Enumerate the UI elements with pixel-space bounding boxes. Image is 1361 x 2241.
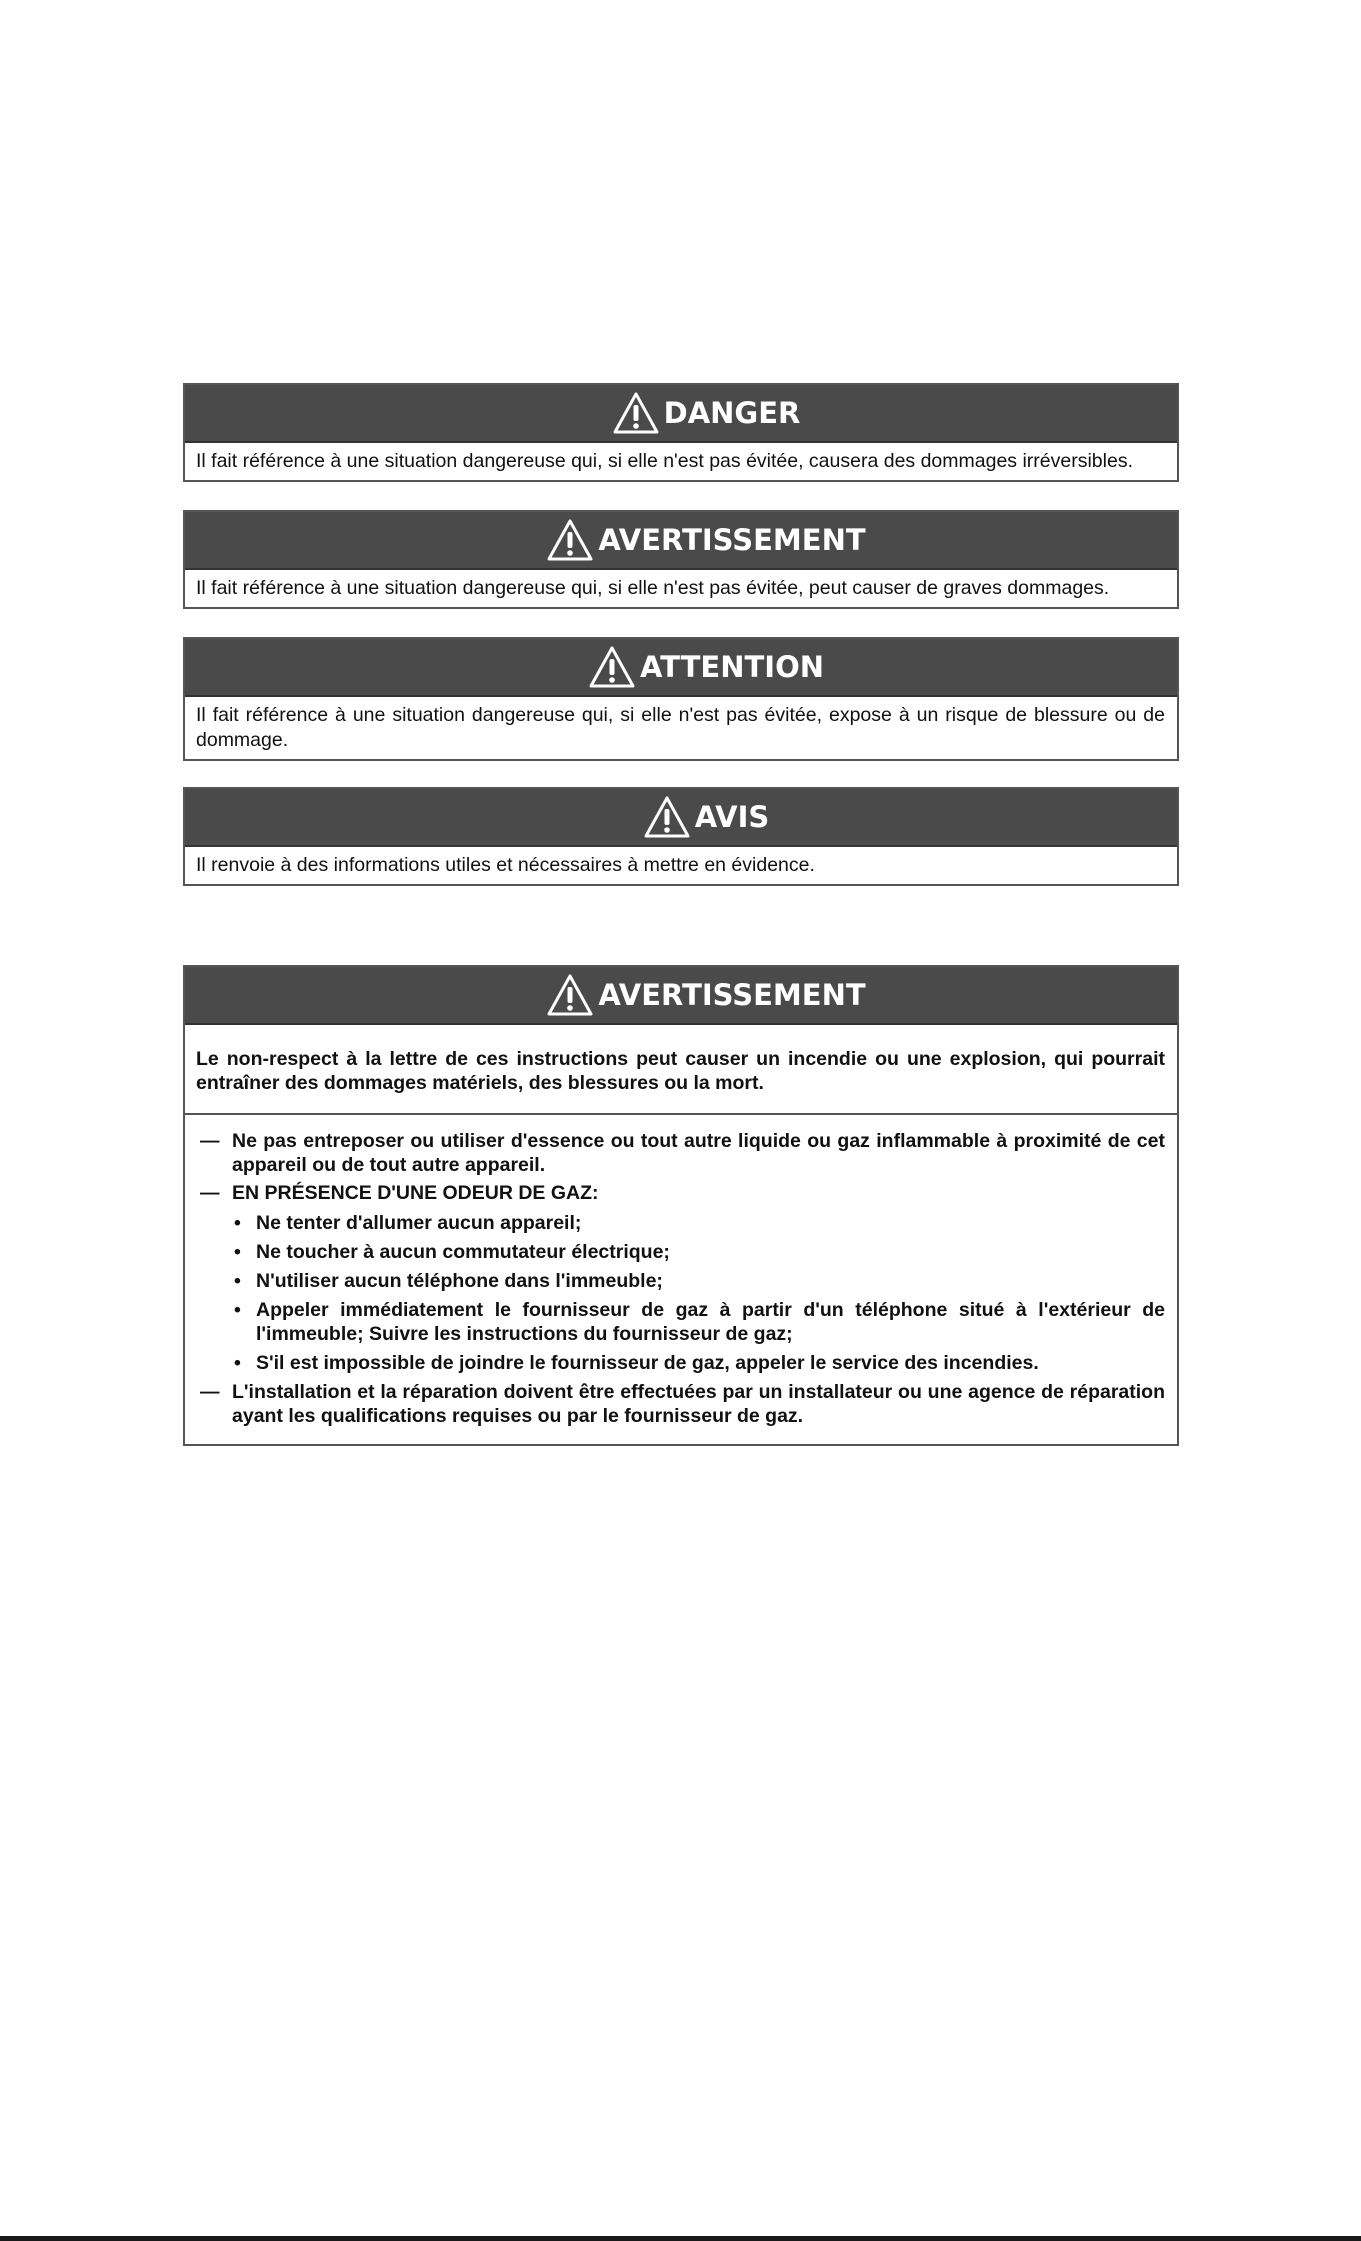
attention-text: Il fait référence à une situation dangereuse qui, si elle n'est pas évitée, expose à un risque de blessure ou de dommage. bbox=[196, 704, 1165, 751]
danger-header bbox=[185, 385, 1177, 443]
bullet-item bbox=[232, 1269, 1165, 1293]
bullet-mark: • bbox=[234, 1270, 241, 1292]
danger-title: DANGER bbox=[663, 396, 801, 430]
bullet-mark: • bbox=[234, 1212, 241, 1234]
dash-mark: — bbox=[200, 1381, 220, 1403]
bullet-mark: • bbox=[234, 1352, 241, 1374]
dash-mark: — bbox=[200, 1182, 220, 1204]
list-item-text: EN PRÉSENCE D'UNE ODEUR DE GAZ: bbox=[232, 1182, 599, 1204]
bullet-item bbox=[232, 1240, 1165, 1264]
gas-warning-title: AVERTISSEMENT bbox=[598, 978, 866, 1012]
gas-warning-list bbox=[185, 1115, 1177, 1444]
bullet-item bbox=[232, 1351, 1165, 1375]
avertissement-title: AVERTISSEMENT bbox=[598, 523, 866, 557]
bullet-mark: • bbox=[234, 1241, 241, 1263]
avertissement-box bbox=[183, 510, 1179, 609]
bullet-text: N'utiliser aucun téléphone dans l'immeuble; bbox=[256, 1270, 663, 1292]
warning-triangle-icon bbox=[546, 973, 594, 1017]
gas-warning-intro: Le non-respect à la lettre de ces instructions peut causer un incendie ou une explosion, qui pourrait entraîner des dommages matériels, des blessures ou la mort. bbox=[196, 1048, 1165, 1094]
list-item bbox=[196, 1380, 1165, 1428]
gas-warning-box bbox=[183, 965, 1179, 1446]
attention-header bbox=[185, 639, 1177, 697]
attention-box bbox=[183, 637, 1179, 761]
avertissement-text: Il fait référence à une situation dangereuse qui, si elle n'est pas évitée, peut causer de graves dommages. bbox=[196, 577, 1110, 599]
page-bottom-rule bbox=[0, 2236, 1361, 2241]
bullet-text: S'il est impossible de joindre le fournisseur de gaz, appeler le service des incendies. bbox=[256, 1352, 1039, 1374]
avertissement-header bbox=[185, 512, 1177, 570]
bullet-text: Ne toucher à aucun commutateur électrique; bbox=[256, 1241, 670, 1263]
bullet-item bbox=[232, 1211, 1165, 1235]
bullet-item bbox=[232, 1298, 1165, 1346]
gas-warning-header bbox=[185, 967, 1177, 1025]
bullet-mark: • bbox=[234, 1299, 241, 1321]
dash-mark: — bbox=[200, 1130, 220, 1152]
list-item bbox=[196, 1129, 1165, 1177]
avis-box bbox=[183, 787, 1179, 886]
avis-header bbox=[185, 789, 1177, 847]
warning-triangle-icon bbox=[588, 645, 636, 689]
warning-triangle-icon bbox=[612, 391, 660, 435]
bullet-text: Appeler immédiatement le fournisseur de gaz à partir d'un téléphone situé à l'extérieur de l'immeuble; Suivre les instructions du fournisseur de gaz; bbox=[256, 1299, 1165, 1345]
attention-title: ATTENTION bbox=[640, 650, 824, 684]
avis-title: AVIS bbox=[694, 800, 770, 834]
danger-text: Il fait référence à une situation dangereuse qui, si elle n'est pas évitée, causera des dommages irréversibles. bbox=[196, 450, 1133, 472]
danger-box bbox=[183, 383, 1179, 482]
warning-triangle-icon bbox=[643, 795, 691, 839]
list-item-text: L'installation et la réparation doivent être effectuées par un installateur ou une agence de réparation ayant les qualifications requises ou par le fournisseur de gaz. bbox=[232, 1381, 1165, 1427]
bullet-text: Ne tenter d'allumer aucun appareil; bbox=[256, 1212, 582, 1234]
list-item-text: Ne pas entreposer ou utiliser d'essence ou tout autre liquide ou gaz inflammable à proximité de cet appareil ou de tout autre appareil. bbox=[232, 1130, 1165, 1176]
list-item bbox=[196, 1181, 1165, 1205]
avis-text: Il renvoie à des informations utiles et nécessaires à mettre en évidence. bbox=[196, 854, 815, 876]
warning-triangle-icon bbox=[546, 518, 594, 562]
